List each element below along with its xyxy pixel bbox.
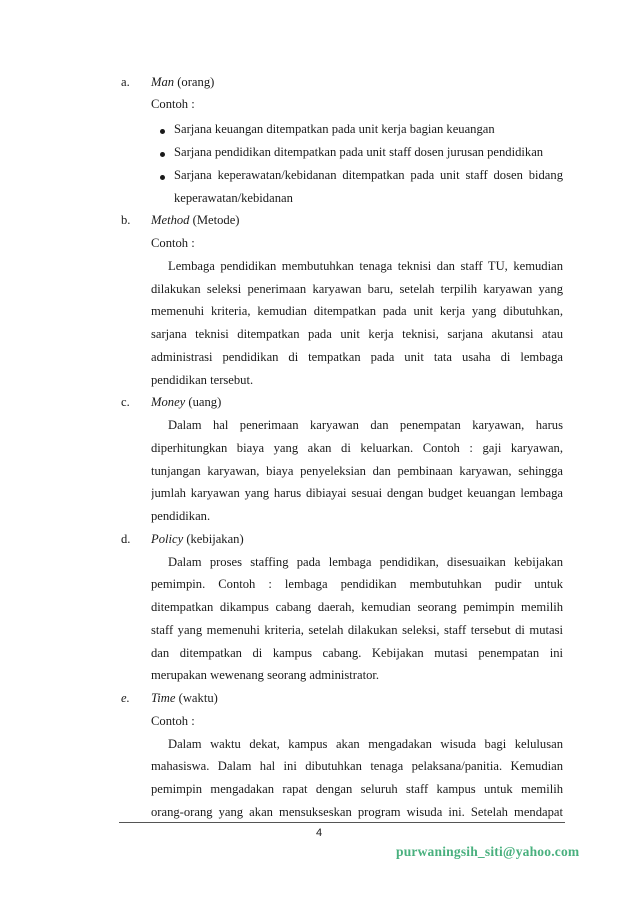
section-b-marker: b. — [121, 213, 131, 227]
section-c-title — [151, 394, 221, 410]
section-e-contoh: Contoh : — [151, 714, 195, 728]
section-a-bullet-3: Sarjana keperawatan/kebidanan ditempatkan pada unit staff dosen bidang — [174, 168, 563, 182]
section-e-title — [151, 690, 218, 706]
section-e-title-term: Time — [151, 691, 176, 705]
section-b-line-4: sarjana teknisi ditempatkan pada unit kerja teknisi, sarjana akutansi atau — [151, 327, 563, 341]
bullet-dot — [160, 175, 165, 180]
section-e-line-1: Dalam waktu dekat, kampus akan mengadakan wisuda bagi kelulusan — [168, 737, 563, 751]
section-e-marker: e. — [121, 691, 130, 705]
section-c-title-gloss: (uang) — [185, 395, 222, 409]
section-a-contoh: Contoh : — [151, 97, 195, 111]
section-a-title-term: Man — [151, 75, 175, 89]
section-d-line-2: pemimpin. Contoh : lembaga pendidikan membutuhkan pudir untuk — [151, 577, 563, 591]
section-d-line-1: Dalam proses staffing pada lembaga pendidikan, disesuaikan kebijakan — [168, 555, 563, 569]
section-e-line-4: orang-orang yang akan mensukseskan program wisuda ini. Setelah mendapat — [151, 805, 563, 819]
section-c-line-2: diperhitungkan biaya yang akan di keluarkan. Contoh : gaji karyawan, — [151, 441, 563, 455]
section-b-line-1: Lembaga pendidikan membutuhkan tenaga teknisi dan staff TU, kemudian — [168, 259, 563, 273]
section-d-title-gloss: (kebijakan) — [183, 532, 244, 546]
section-b-title-term: Method — [151, 213, 190, 227]
section-c-title-term: Money — [151, 395, 186, 409]
section-b-contoh: Contoh : — [151, 236, 195, 250]
section-a-title-gloss: (orang) — [174, 75, 215, 89]
section-e-line-3: pemimpin mengadakan rapat dengan seluruh staff kampus untuk memilih — [151, 782, 563, 796]
section-a-bullet-3-cont: keperawatan/kebidanan — [174, 191, 293, 205]
section-c-line-1: Dalam hal penerimaan karyawan dan penempatan karyawan, harus — [168, 418, 563, 432]
section-c-line-5: pendidikan. — [151, 509, 211, 523]
section-a-bullet-2: Sarjana pendidikan ditempatkan pada unit staff dosen jurusan pendidikan — [174, 145, 544, 159]
section-d-line-3: ditempatkan dikampus cabang daerah, kemudian seorang pemimpin memilih — [151, 600, 563, 614]
section-b-line-6: pendidikan tersebut. — [151, 373, 254, 387]
section-b-title-gloss: (Metode) — [189, 213, 240, 227]
section-d-title-term: Policy — [151, 532, 184, 546]
section-d-line-5: dan ditempatkan di kampus cabang. Kebijakan mutasi penempatan ini — [151, 646, 563, 660]
section-b-line-3: memenuhi kriteria, kemudian ditempatkan pada unit kerja yang dibutuhkan, — [151, 304, 563, 318]
bullet-dot — [160, 152, 165, 157]
section-b-line-2: dilakukan seleksi penerimaan karyawan baru, setelah terpilih karyawan yang — [151, 282, 563, 296]
section-c-line-4: jumlah karyawan yang harus dibiayai sesuai dengan budget keuangan lembaga — [151, 486, 563, 500]
section-d-marker: d. — [121, 532, 131, 546]
page-number: 4 — [315, 827, 323, 839]
section-d-line-4: staff yang memenuhi kriteria, setelah dilakukan seleksi, staff tersebut di mutasi — [151, 623, 563, 637]
section-a-title — [151, 74, 214, 90]
bullet-dot — [160, 129, 165, 134]
footer-divider — [119, 822, 565, 823]
section-e-title-gloss: (waktu) — [175, 691, 218, 705]
section-e-line-2: mahasiswa. Dalam hal ini dibutuhkan tenaga pelaksana/panitia. Kemudian — [151, 759, 563, 773]
section-d-line-6: merupakan wewenang seorang administrator. — [151, 668, 380, 682]
section-b-title — [151, 212, 240, 228]
section-a-marker: a. — [121, 75, 130, 89]
section-c-line-3: tunjangan karyawan, biaya penyeleksian dan pembinaan karyawan, sehingga — [151, 464, 563, 478]
section-c-marker: c. — [121, 395, 130, 409]
footer-email: purwaningsih_siti@yahoo.com — [396, 844, 580, 859]
section-b-line-5: administrasi pendidikan di tempatkan pada unit tata usaha di lembaga — [151, 350, 563, 364]
section-a-bullet-1: Sarjana keuangan ditempatkan pada unit kerja bagian keuangan — [174, 122, 495, 136]
section-d-title — [151, 531, 244, 547]
